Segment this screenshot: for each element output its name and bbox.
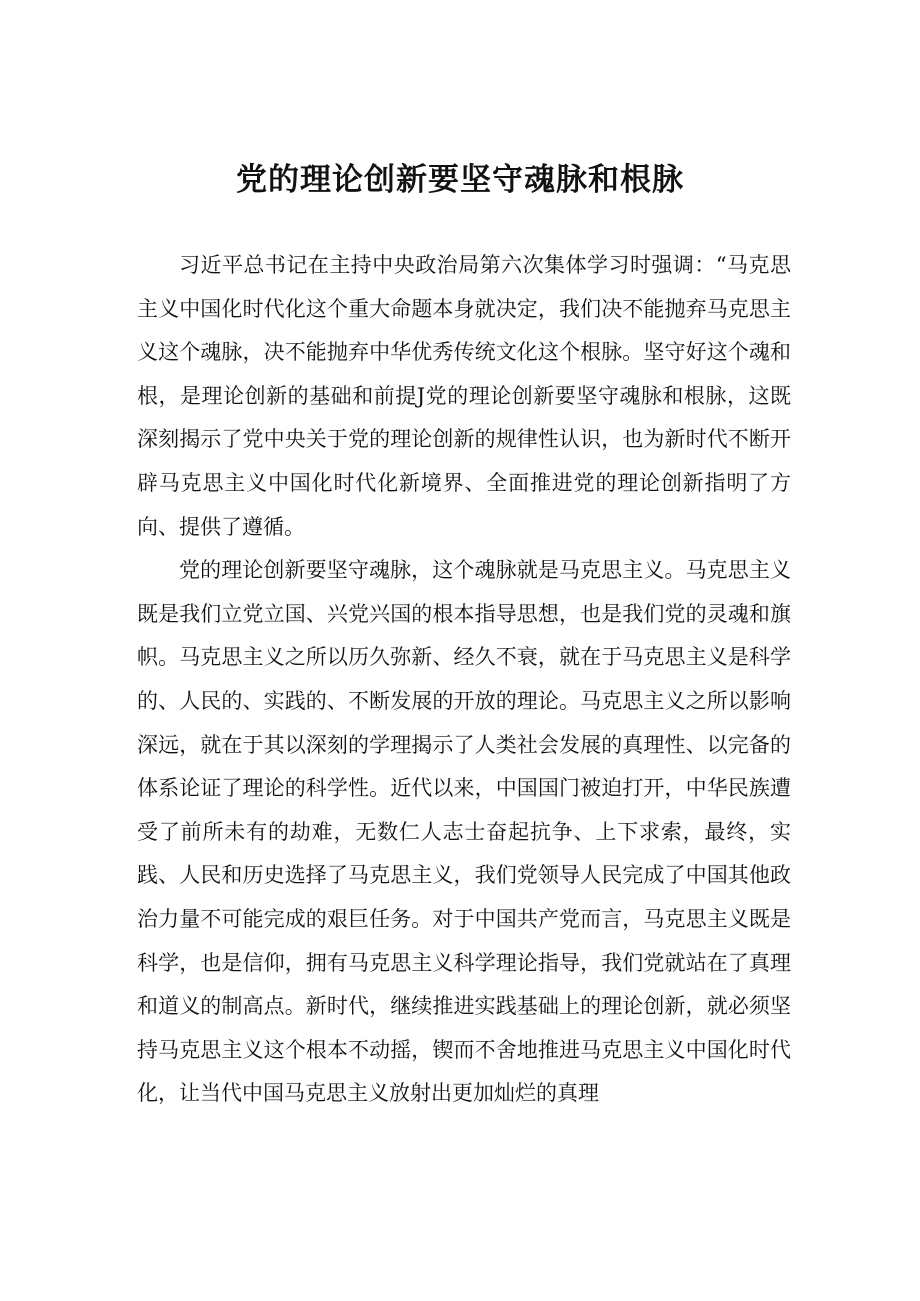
document-body (137, 244, 791, 1116)
paragraph-1: 习近平总书记在主持中央政治局第六次集体学习时强调：“马克思主义中国化时代化这个重大命题本身就决定，我们决不能抛弃马克思主义这个魂脉，决不能抛弃中华优秀传统文化这个根脉。坚守好这个魂和根，是理论创新的基础和前提J党的理论创新要坚守魂脉和根脉，这既深刻揭示了党中央关于党的理论创新的规律性认识，也为新时代不断开辟马克思主义中国化时代化新境界、全面推进党的理论创新指明了方向、提供了遵循。 (137, 253, 791, 539)
document-title: 党的理论创新要坚守魂脉和根脉 (236, 162, 684, 198)
paragraph-2: 党的理论创新要坚守魂脉，这个魂脉就是马克思主义。马克思主义既是我们立党立国、兴党兴国的根本指导思想，也是我们党的灵魂和旗帜。马克思主义之所以历久弥新、经久不衰，就在于马克思主义是科学的、人民的、实践的、不断发展的开放的理论。马克思主义之所以影响深远，就在于其以深刻的学理揭示了人类社会发展的真理性、以完备的体系论证了理论的科学性。近代以来，中国国门被迫打开，中华民族遭受了前所未有的劫难，无数仁人志士奋起抗争、上下求索，最终，实践、人民和历史选择了马克思主义，我们党领导人民完成了中国其他政治力量不可能完成的艰巨任务。对于中国共产党而言，马克思主义既是科学，也是信仰，拥有马克思主义科学理论指导，我们党就站在了真理和道义的制高点。新时代，继续推进实践基础上的理论创新，就必须坚持马克思主义这个根本不动摇，锲而不舍地推进马克思主义中国化时代化，让当代中国马克思主义放射出更加灿烂的真理 (137, 558, 791, 1106)
